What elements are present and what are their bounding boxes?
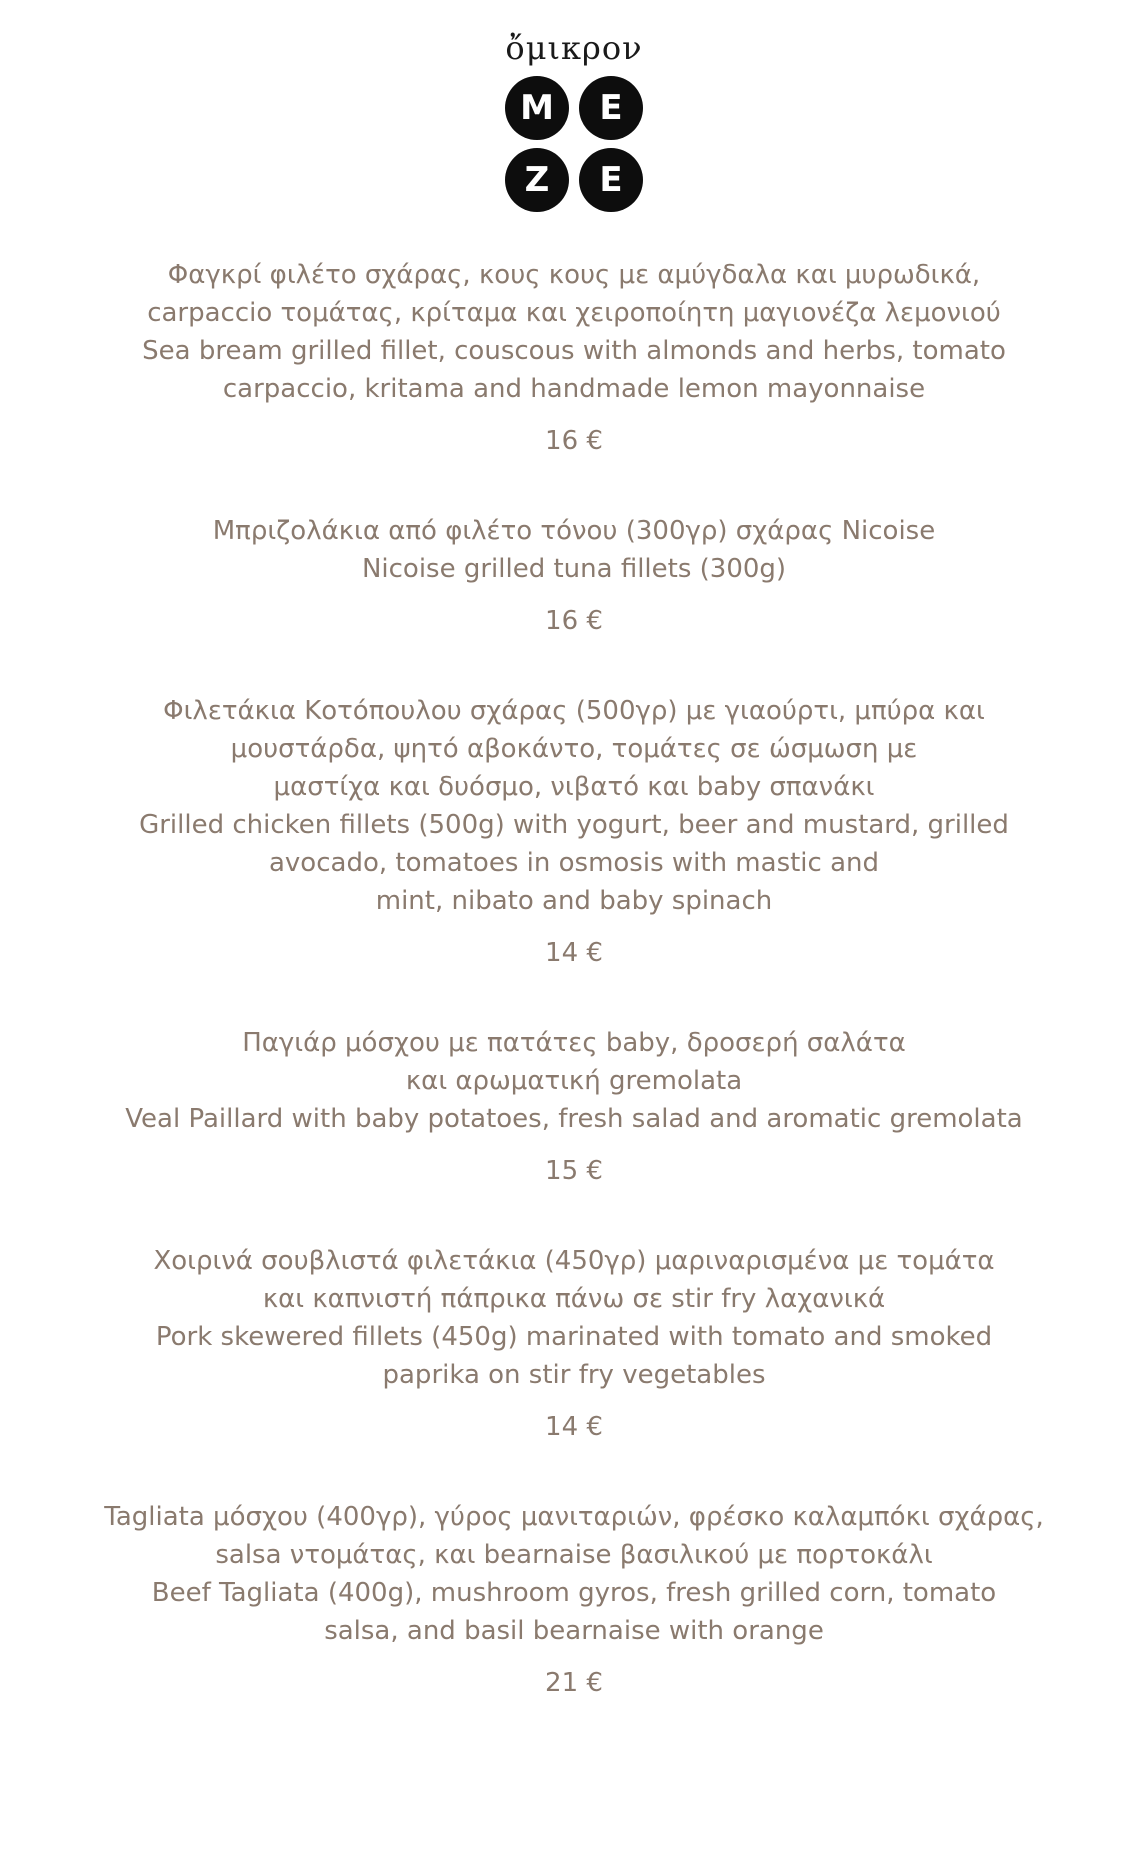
menu-list	[0, 256, 1148, 1702]
dish-description-line: Χοιρινά σουβλιστά φιλετάκια (450γρ) μαριναρισμένα με τομάτα	[153, 1246, 995, 1276]
logo-letter-circle: E	[579, 148, 643, 212]
dish-description-line: Tagliata μόσχου (400γρ), γύρος μανιταριών, φρέσκο καλαμπόκι σχάρας,	[104, 1502, 1044, 1532]
dish-price: 14 €	[545, 938, 603, 968]
dish-description-line: Παγιάρ μόσχου με πατάτες baby, δροσερή σαλάτα	[242, 1028, 906, 1058]
dish-description-line: και αρωματική gremolata	[405, 1066, 743, 1096]
dish-price: 16 €	[545, 426, 603, 456]
dish-description-line: Sea bream grilled fillet, couscous with almonds and herbs, tomato	[142, 336, 1006, 366]
dish-description-line: salsa ντομάτας, και bearnaise βασιλικού με πορτοκάλι	[215, 1540, 933, 1570]
logo-letter-circle: Z	[505, 148, 569, 212]
dish-description-line: carpaccio τομάτας, κρίταμα και χειροποίητη μαγιονέζα λεμονιού	[147, 298, 1001, 328]
dish-price: 15 €	[545, 1156, 603, 1186]
dish-description-line: Μπριζολάκια από φιλέτο τόνου (300γρ) σχάρας Nicoise	[212, 516, 936, 546]
dish-description-line: μαστίχα και δυόσμο, νιβατό και baby σπανάκι	[273, 772, 875, 802]
dish-price: 21 €	[545, 1668, 603, 1698]
dish-description-line: Veal Paillard with baby potatoes, fresh salad and aromatic gremolata	[125, 1104, 1023, 1134]
dish-description-line: salsa, and basil bearnaise with orange	[324, 1616, 824, 1646]
logo-wordmark: ὄμικρον	[505, 29, 643, 67]
dish-description-line: και καπνιστή πάπρικα πάνω σε stir fry λαχανικά	[262, 1284, 886, 1314]
dish-description-line: Pork skewered fillets (450g) marinated with tomato and smoked	[155, 1322, 993, 1352]
dish-description-line: mint, nibato and baby spinach	[375, 886, 773, 916]
logo-letter-circle: M	[505, 76, 569, 140]
menu-item	[0, 256, 1148, 460]
logo-letter-circle: E	[579, 76, 643, 140]
menu-item	[0, 1024, 1148, 1190]
dish-price: 14 €	[545, 1412, 603, 1442]
dish-description-line: avocado, tomatoes in osmosis with mastic and	[268, 848, 880, 878]
dish-description-line: Φαγκρί φιλέτο σχάρας, κους κους με αμύγδαλα και μυρωδικά,	[167, 260, 981, 290]
menu-item	[0, 692, 1148, 972]
dish-price: 16 €	[545, 606, 603, 636]
dish-description-line: carpaccio, kritama and handmade lemon mayonnaise	[222, 374, 926, 404]
dish-description-line: Grilled chicken fillets (500g) with yogurt, beer and mustard, grilled	[139, 810, 1009, 840]
menu-item	[0, 1498, 1148, 1702]
menu-item	[0, 512, 1148, 640]
dish-description-line: Beef Tagliata (400g), mushroom gyros, fresh grilled corn, tomato	[151, 1578, 997, 1608]
dish-description-line: Φιλετάκια Κοτόπουλου σχάρας (500γρ) με γιαούρτι, μπύρα και	[163, 696, 985, 726]
dish-description-line: paprika on stir fry vegetables	[382, 1360, 766, 1390]
restaurant-logo	[0, 30, 1148, 212]
menu-item	[0, 1242, 1148, 1446]
logo-letter-grid	[0, 76, 1148, 212]
dish-description-line: μουστάρδα, ψητό αβοκάντο, τομάτες σε ώσμωση με	[230, 734, 918, 764]
dish-description-line: Nicoise grilled tuna fillets (300g)	[361, 554, 787, 584]
